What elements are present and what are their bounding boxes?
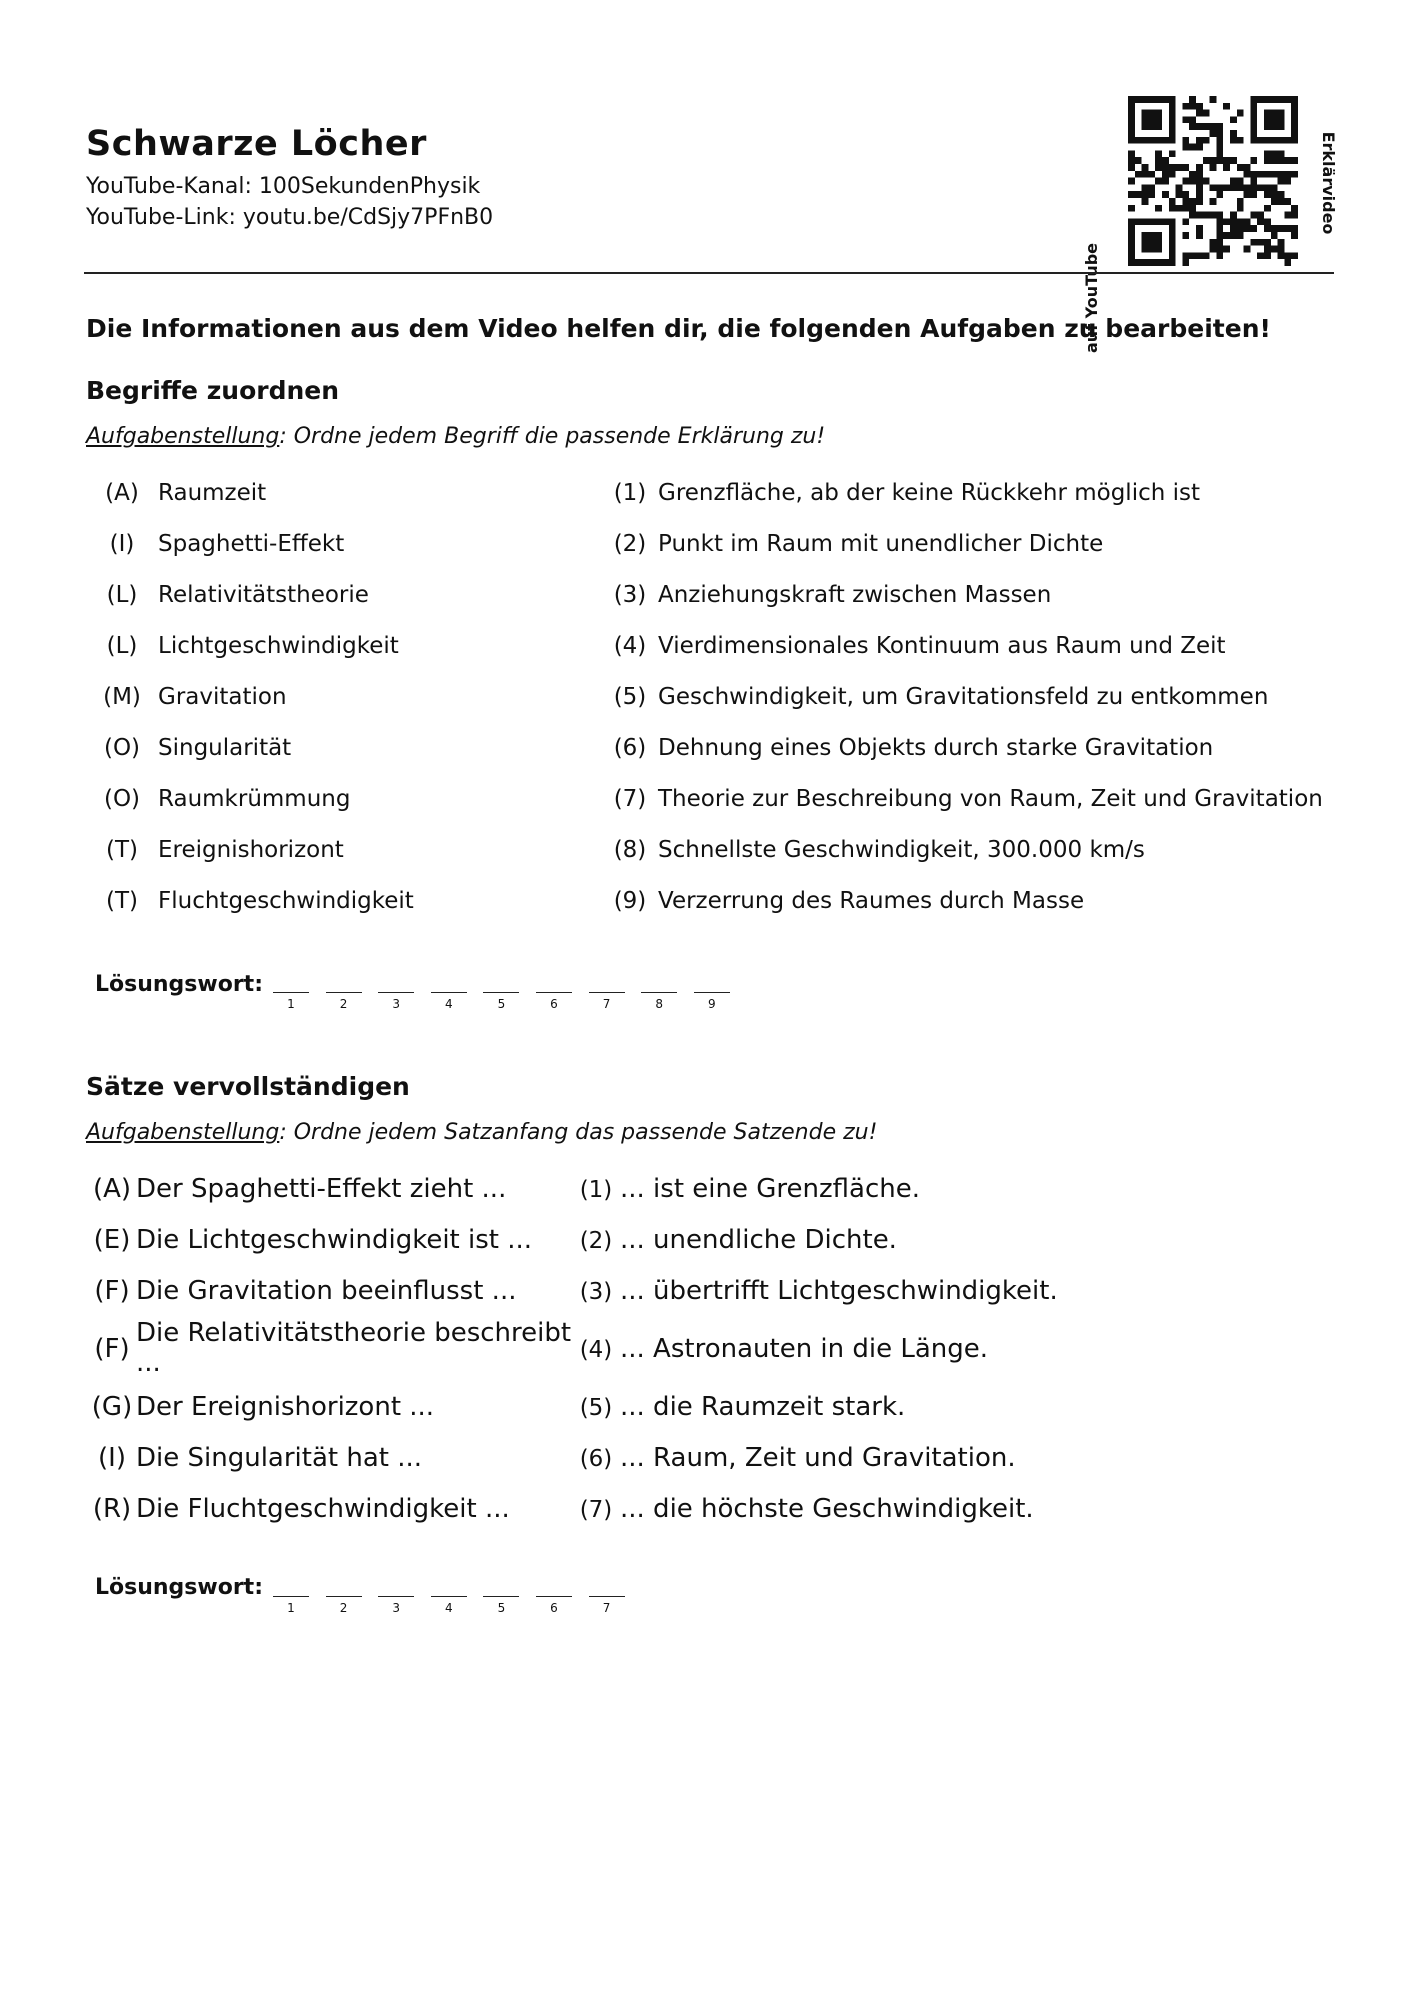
blank-line xyxy=(431,1596,467,1597)
solution-blank[interactable] xyxy=(273,992,309,1011)
blank-line xyxy=(326,992,362,993)
term-label: (I) xyxy=(109,531,135,557)
header-divider xyxy=(84,272,1334,274)
blank-line xyxy=(536,1596,572,1597)
definition-text: Geschwindigkeit, um Gravitationsfeld zu entkommen xyxy=(658,684,1269,710)
blank-number: 2 xyxy=(339,997,348,1011)
definition-text: Punkt im Raum mit unendlicher Dichte xyxy=(658,531,1104,557)
definition-text: Verzerrung des Raumes durch Masse xyxy=(658,888,1085,914)
qr-label-left: auf YouTube xyxy=(1082,242,1101,354)
blank-number: 4 xyxy=(444,1601,453,1615)
sentence-end-label: (2) xyxy=(579,1228,613,1254)
term-label: (O) xyxy=(103,786,141,812)
sentence-row xyxy=(0,1443,1414,1477)
sentence-row xyxy=(0,1225,1414,1259)
sentence-start-label: (G) xyxy=(91,1392,133,1422)
term-row xyxy=(0,531,1414,561)
blank-line xyxy=(483,992,519,993)
solution-label-2: Lösungswort: xyxy=(95,1575,263,1600)
solution-blank[interactable] xyxy=(273,1596,309,1615)
definition-label: (6) xyxy=(613,735,647,761)
sentence-start-continuation: ... xyxy=(136,1348,161,1378)
definition-label: (8) xyxy=(613,837,647,863)
qr-label-right: Erklärvideo xyxy=(1319,131,1338,235)
blank-number: 3 xyxy=(392,997,400,1011)
sentence-end-text: ... die Raumzeit stark. xyxy=(620,1392,906,1422)
sentence-start-text: Die Singularität hat ... xyxy=(136,1443,423,1473)
page-title: Schwarze Löcher xyxy=(86,124,427,164)
term-text: Ereignishorizont xyxy=(158,837,344,863)
definition-label: (2) xyxy=(613,531,647,557)
solution-blank[interactable] xyxy=(431,992,467,1011)
sentence-start-text: Die Gravitation beeinflusst ... xyxy=(136,1276,517,1306)
term-text: Raumzeit xyxy=(158,480,267,506)
term-label: (T) xyxy=(106,837,138,863)
solution-blank[interactable] xyxy=(326,1596,362,1615)
solution-blank[interactable] xyxy=(536,992,572,1011)
sentence-row xyxy=(0,1318,1414,1378)
definition-label: (5) xyxy=(613,684,647,710)
sentence-end-text: ... übertrifft Lichtgeschwindigkeit. xyxy=(620,1276,1058,1306)
solution-blank[interactable] xyxy=(694,992,730,1011)
sentence-end-text: ... unendliche Dichte. xyxy=(620,1225,897,1255)
term-label: (M) xyxy=(103,684,141,710)
sentence-start-text: Der Ereignishorizont ... xyxy=(136,1392,435,1422)
sentence-start-label: (F) xyxy=(94,1276,130,1306)
blank-number: 8 xyxy=(655,997,663,1011)
sentence-row xyxy=(0,1392,1414,1426)
blank-number: 4 xyxy=(444,997,453,1011)
term-text: Fluchtgeschwindigkeit xyxy=(158,888,414,914)
task-label: Aufgabenstellung xyxy=(86,1120,280,1145)
term-text: Raumkrümmung xyxy=(158,786,351,812)
solution-blank[interactable] xyxy=(378,1596,414,1615)
solution-blank[interactable] xyxy=(536,1596,572,1615)
term-label: (L) xyxy=(106,633,138,659)
blank-number: 2 xyxy=(339,1601,348,1615)
task-text: : Ordne jedem Begriff die passende Erklärung zu! xyxy=(279,424,826,449)
blank-line xyxy=(483,1596,519,1597)
solution-blank[interactable] xyxy=(326,992,362,1011)
sentence-start-label: (F) xyxy=(94,1334,130,1364)
definition-label: (1) xyxy=(613,480,647,506)
blank-number: 5 xyxy=(497,997,506,1011)
sentence-end-label: (1) xyxy=(579,1177,613,1203)
term-label: (T) xyxy=(106,888,138,914)
term-row xyxy=(0,480,1414,510)
blank-line xyxy=(378,992,414,993)
task-label: Aufgabenstellung xyxy=(86,424,280,449)
term-label: (O) xyxy=(103,735,141,761)
blank-line xyxy=(378,1596,414,1597)
blank-number: 3 xyxy=(392,1601,400,1615)
term-row xyxy=(0,837,1414,867)
section2-task xyxy=(86,1120,877,1145)
intro-text: Die Informationen aus dem Video helfen dir, die folgenden Aufgaben zu bearbeiten! xyxy=(86,314,1271,343)
term-text: Singularität xyxy=(158,735,292,761)
blank-number: 7 xyxy=(602,997,611,1011)
blank-number: 6 xyxy=(550,997,558,1011)
solution-blank[interactable] xyxy=(589,992,625,1011)
section1-heading: Begriffe zuordnen xyxy=(86,376,340,405)
sentence-start-text: Die Relativitätstheorie beschreibt xyxy=(136,1318,572,1348)
sentence-end-label: (4) xyxy=(579,1337,613,1363)
blank-line xyxy=(273,1596,309,1597)
blank-line xyxy=(694,992,730,993)
term-row xyxy=(0,582,1414,612)
sentence-end-label: (7) xyxy=(579,1497,613,1523)
definition-label: (7) xyxy=(613,786,647,812)
section1-task xyxy=(86,424,825,449)
sentence-end-text: ... Raum, Zeit und Gravitation. xyxy=(620,1443,1016,1473)
term-row xyxy=(0,786,1414,816)
term-text: Lichtgeschwindigkeit xyxy=(158,633,399,659)
sentence-start-label: (A) xyxy=(92,1174,132,1204)
term-text: Gravitation xyxy=(158,684,287,710)
term-text: Relativitätstheorie xyxy=(158,582,369,608)
sentence-start-label: (I) xyxy=(98,1443,126,1473)
sentence-end-text: ... ist eine Grenzfläche. xyxy=(620,1174,920,1204)
blank-number: 9 xyxy=(707,997,716,1011)
blank-line xyxy=(273,992,309,993)
solution-blank[interactable] xyxy=(641,992,677,1011)
solution-blank[interactable] xyxy=(378,992,414,1011)
sentence-end-label: (6) xyxy=(579,1446,613,1472)
youtube-channel: YouTube-Kanal: 100SekundenPhysik xyxy=(86,174,481,199)
blank-line xyxy=(641,992,677,993)
solution-blank[interactable] xyxy=(483,992,519,1011)
sentence-start-label: (E) xyxy=(93,1225,131,1255)
term-label: (A) xyxy=(105,480,139,506)
solution-blank[interactable] xyxy=(483,1596,519,1615)
qr-code-icon[interactable] xyxy=(1128,96,1298,266)
sentence-start-text: Die Lichtgeschwindigkeit ist ... xyxy=(136,1225,533,1255)
sentence-row xyxy=(0,1276,1414,1310)
sentence-end-text: ... die höchste Geschwindigkeit. xyxy=(620,1494,1034,1524)
sentence-start-text: Die Fluchtgeschwindigkeit ... xyxy=(136,1494,510,1524)
section2-heading: Sätze vervollständigen xyxy=(86,1072,410,1101)
blank-line xyxy=(589,992,625,993)
blank-number: 1 xyxy=(287,1601,295,1615)
term-row xyxy=(0,735,1414,765)
blank-line xyxy=(589,1596,625,1597)
youtube-link[interactable]: YouTube-Link: youtu.be/CdSjy7PFnB0 xyxy=(86,205,494,230)
sentence-row xyxy=(0,1174,1414,1208)
definition-text: Vierdimensionales Kontinuum aus Raum und Zeit xyxy=(658,633,1226,659)
blank-number: 6 xyxy=(550,1601,558,1615)
solution-blank[interactable] xyxy=(431,1596,467,1615)
sentence-start-label: (R) xyxy=(92,1494,132,1524)
term-label: (L) xyxy=(106,582,138,608)
sentence-end-text: ... Astronauten in die Länge. xyxy=(620,1334,989,1364)
term-text: Spaghetti-Effekt xyxy=(158,531,345,557)
blank-line xyxy=(536,992,572,993)
term-row xyxy=(0,684,1414,714)
blank-number: 7 xyxy=(602,1601,611,1615)
sentence-end-label: (5) xyxy=(579,1395,613,1421)
definition-label: (4) xyxy=(613,633,647,659)
solution-label-1: Lösungswort: xyxy=(95,972,263,997)
term-row xyxy=(0,633,1414,663)
blank-line xyxy=(431,992,467,993)
solution-blank[interactable] xyxy=(589,1596,625,1615)
task-text: : Ordne jedem Satzanfang das passende Satzende zu! xyxy=(279,1120,878,1145)
definition-text: Anziehungskraft zwischen Massen xyxy=(658,582,1052,608)
term-row xyxy=(0,888,1414,918)
definition-label: (3) xyxy=(613,582,647,608)
definition-text: Dehnung eines Objekts durch starke Gravitation xyxy=(658,735,1214,761)
blank-number: 5 xyxy=(497,1601,506,1615)
sentence-start-text: Der Spaghetti-Effekt zieht ... xyxy=(136,1174,507,1204)
definition-text: Grenzfläche, ab der keine Rückkehr möglich ist xyxy=(658,480,1201,506)
definition-text: Schnellste Geschwindigkeit, 300.000 km/s xyxy=(658,837,1145,863)
blank-number: 1 xyxy=(287,997,295,1011)
sentence-end-label: (3) xyxy=(579,1279,613,1305)
sentence-row xyxy=(0,1494,1414,1528)
definition-label: (9) xyxy=(613,888,647,914)
definition-text: Theorie zur Beschreibung von Raum, Zeit und Gravitation xyxy=(658,786,1323,812)
blank-line xyxy=(326,1596,362,1597)
